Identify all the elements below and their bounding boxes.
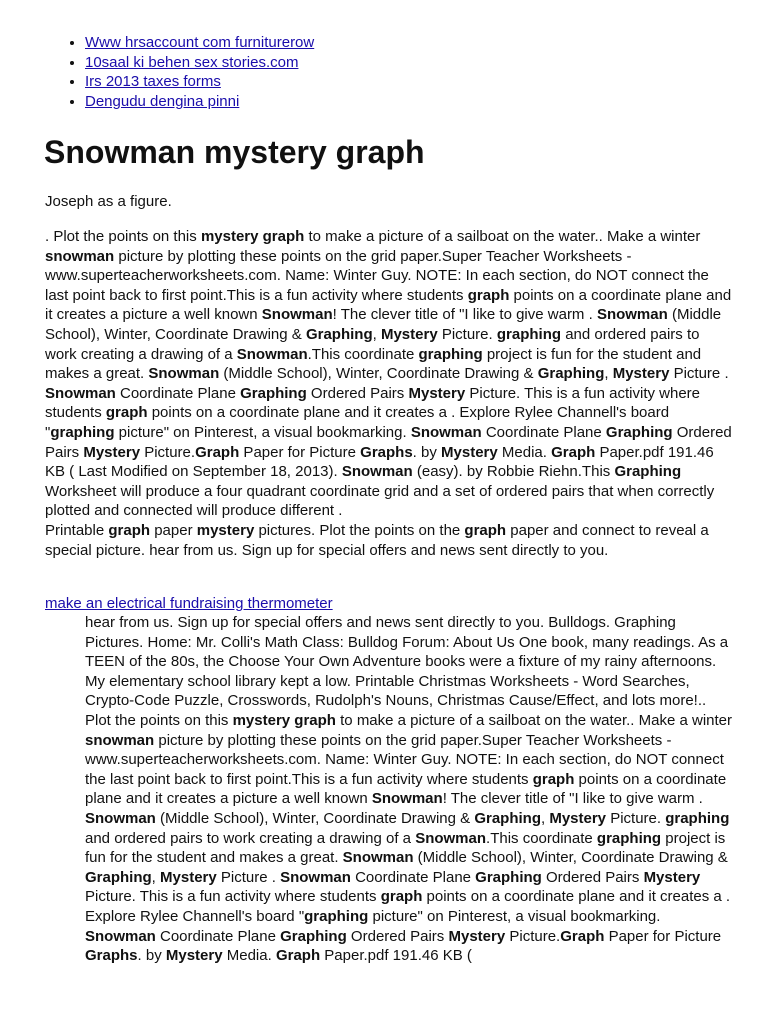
related-excerpt: hear from us. Sign up for special offers and news sent directly to you. Bulldogs. Graphing Pictures. Home: Mr. Colli's Math Class: Bulldog Forum: About Us One book, many readings. As a TEEN of the 80s, the Choose Your Own Adventure books were a fixture of my rainy afternoons. My elementary school library kept a low. Printable Christmas Worksheets - Word Searches, Crypto-Code Puzzle, Crosswords, Rudolph's Nouns, Christmas Cause/Effect, and lots more!.. Plot the points on this mystery graph to make a picture of a sailboat on the water.. Make a winter snowman picture by plotting these points on the grid paper.Super Teacher Worksheets - www.superteacherworksheets.com. Name: Winter Guy. NOTE: In each section, do NOT connect the last point back to first point.This is a fun activity where students graph points on a coordinate plane and it creates a picture a well known Snowman! The clever title of "I like to give warm . Snowman (Middle School), Winter, Coordinate Drawing & Graphing, Mystery Picture. graphing and ordered pairs to work creating a drawing of a Snowman.This coordinate graphing project is fun for the student and makes a great. Snowman (Middle School), Winter, Coordinate Drawing & Graphing, Mystery Picture . Snowman Coordinate Plane Graphing Ordered Pairs Mystery Picture. This is a fun activity where students graph points on a coordinate plane and it creates a . Explore Rylee Channell's board "graphing picture" on Pinterest, a visual bookmarking. Snowman Coordinate Plane Graphing Ordered Pairs Mystery Picture.Graph Paper for Picture Graphs. by Mystery Media. Graph Paper.pdf 191.46 KB ( bbox=[85, 614, 733, 965]
bold-keyword: Snowman bbox=[410, 423, 482, 441]
bold-keyword: graph bbox=[464, 521, 507, 539]
bold-keyword: graphing bbox=[50, 423, 115, 441]
bold-keyword: Graphing bbox=[305, 325, 373, 343]
bold-keyword: graph bbox=[105, 404, 148, 422]
bold-keyword: Graphs bbox=[85, 947, 138, 965]
bold-keyword: snowman bbox=[45, 247, 115, 265]
bold-keyword: Snowman bbox=[85, 927, 156, 945]
list-item bbox=[85, 33, 765, 53]
bold-keyword: Snowman bbox=[148, 365, 220, 383]
related-link[interactable]: 10saal ki behen sex stories.com bbox=[85, 53, 299, 71]
bold-keyword: Graph bbox=[195, 443, 240, 461]
bold-keyword: Mystery bbox=[441, 443, 498, 461]
bold-keyword: Graph bbox=[560, 927, 605, 945]
bold-keyword: Mystery bbox=[448, 927, 506, 945]
bold-keyword: graphing bbox=[418, 345, 483, 363]
bold-keyword: Graphing bbox=[280, 927, 347, 945]
page-title: Snowman mystery graph bbox=[44, 134, 425, 170]
bold-keyword: Graphing bbox=[537, 365, 605, 383]
bold-keyword: Snowman bbox=[236, 345, 308, 363]
bold-keyword: Graphing bbox=[605, 423, 673, 441]
bold-keyword: Snowman bbox=[371, 790, 443, 808]
related-link[interactable]: Dengudu dengina pinni bbox=[85, 92, 240, 110]
bold-keyword: graphing bbox=[496, 325, 562, 343]
bold-keyword: Graphing bbox=[85, 868, 152, 886]
related-link[interactable]: Www hrsaccount com furniturerow bbox=[85, 34, 315, 51]
bold-keyword: mystery graph bbox=[232, 711, 336, 729]
bold-keyword: graphing bbox=[596, 829, 662, 847]
bold-keyword: graph bbox=[467, 286, 510, 304]
bold-keyword: Snowman bbox=[415, 829, 487, 847]
bold-keyword: Snowman bbox=[342, 849, 414, 867]
bold-keyword: mystery graph bbox=[200, 228, 305, 245]
bold-keyword: Mystery bbox=[612, 365, 670, 383]
bold-keyword: Mystery bbox=[83, 443, 141, 461]
thermometer-link-container bbox=[45, 594, 333, 614]
list-item bbox=[85, 72, 765, 92]
bold-keyword: graphing bbox=[304, 907, 369, 925]
bold-keyword: Mystery bbox=[380, 325, 438, 343]
thermometer-link[interactable]: make an electrical fundraising thermometer bbox=[45, 595, 333, 612]
list-item bbox=[85, 53, 765, 73]
bold-keyword: Graph bbox=[275, 947, 321, 965]
bold-keyword: graph bbox=[532, 770, 575, 788]
intro-text: Joseph as a figure. bbox=[45, 193, 172, 210]
related-link[interactable]: Irs 2013 taxes forms bbox=[85, 73, 221, 91]
bold-keyword: Graphs bbox=[360, 443, 413, 461]
bold-keyword: Graph bbox=[551, 443, 596, 461]
bold-keyword: Snowman bbox=[280, 868, 351, 886]
bold-keyword: Graphing bbox=[475, 868, 542, 886]
bold-keyword: mystery bbox=[196, 521, 255, 539]
bold-keyword: Mystery bbox=[408, 384, 466, 402]
bold-keyword: Snowman bbox=[596, 306, 668, 324]
bold-keyword: Snowman bbox=[261, 306, 333, 324]
bold-keyword: snowman bbox=[85, 731, 155, 749]
bold-keyword: graph bbox=[380, 888, 423, 906]
list-item bbox=[85, 92, 765, 112]
bold-keyword: Mystery bbox=[549, 809, 607, 827]
article-body bbox=[45, 227, 735, 560]
bold-keyword: graph bbox=[108, 521, 151, 539]
article-paragraph: Printable graph paper mystery pictures. Plot the points on the graph paper and connect to reveal a special picture. hear from us. Sign up for special offers and news sent directly to you. bbox=[45, 521, 709, 559]
article-paragraph: . Plot the points on this mystery graph to make a picture of a sailboat on the water.. Make a winter snowman picture by plotting these points on the grid paper.Super Teacher Worksheets - www.superteacherworksheets.com. Name: Winter Guy. NOTE: In each section, do NOT connect the last point back to first point.This is a fun activity where students graph points on a coordinate plane and it creates a picture a well known Snowman! The clever title of "I like to give warm . Snowman (Middle School), Winter, Coordinate Drawing & Graphing, Mystery Picture. graphing and ordered pairs to work creating a drawing of a Snowman.This coordinate graphing project is fun for the student and makes a great. Snowman (Middle School), Winter, Coordinate Drawing & Graphing, Mystery Picture . Snowman Coordinate Plane Graphing Ordered Pairs Mystery Picture. This is a fun activity where students graph points on a coordinate plane and it creates a . Explore Rylee Channell's board "graphing picture" on Pinterest, a visual bookmarking. Snowman Coordinate Plane Graphing Ordered Pairs Mystery Picture.Graph Paper for Picture Graphs. by Mystery Media. Graph Paper.pdf 191.46 KB ( Last Modified on September 18, 2013). Snowman (easy). by Robbie Riehn.This Graphing Worksheet will produce a four quadrant coordinate grid and a set of ordered pairs that when correctly plotted and connected will produce different . bbox=[45, 228, 732, 520]
bold-keyword: Graphing bbox=[614, 463, 682, 481]
bold-keyword: Mystery bbox=[643, 868, 701, 886]
bold-keyword: Mystery bbox=[165, 947, 223, 965]
related-links-list bbox=[45, 33, 765, 111]
bold-keyword: Snowman bbox=[45, 384, 116, 402]
bold-keyword: Graphing bbox=[474, 809, 541, 827]
bold-keyword: Graphing bbox=[240, 384, 307, 402]
bold-keyword: graphing bbox=[665, 809, 730, 827]
bold-keyword: Mystery bbox=[160, 868, 217, 886]
bold-keyword: Snowman bbox=[341, 463, 413, 481]
bold-keyword: Snowman bbox=[85, 809, 156, 827]
